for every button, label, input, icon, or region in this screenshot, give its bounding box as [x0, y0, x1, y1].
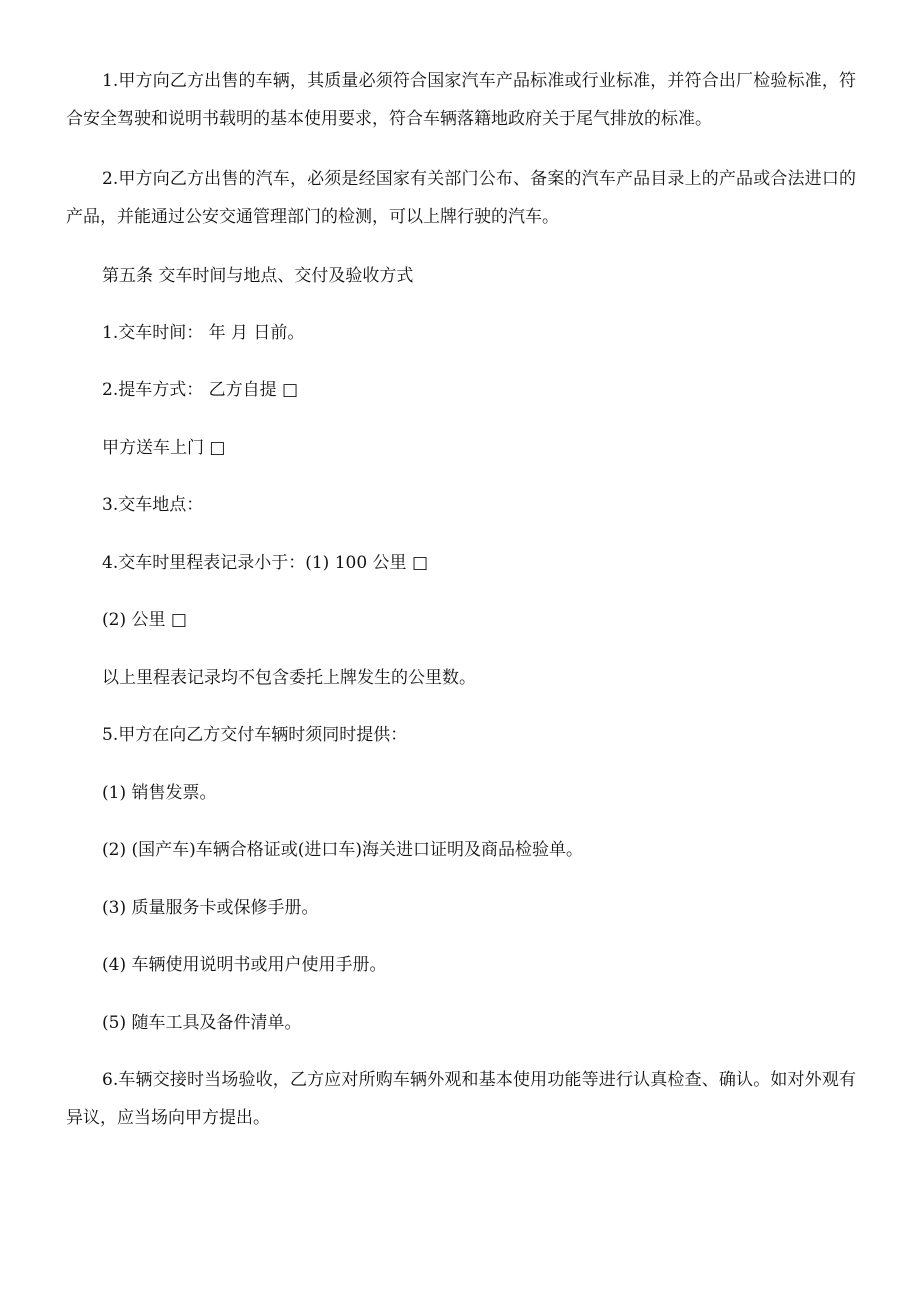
pickup-option-delivery: 甲方送车上门 □	[102, 438, 226, 458]
odometer-note: 以上里程表记录均不包含委托上牌发生的公里数。	[102, 668, 476, 688]
acceptance-clause: 6.车辆交接时当场验收，乙方应对所购车辆外观和基本使用功能等进行认真检查、确认。如对外观有异议，应当场向甲方提出。	[66, 1070, 856, 1128]
document-item-4: (4) 车辆使用说明书或用户使用手册。	[102, 955, 387, 975]
quality-clause-2: 2.甲方向乙方出售的汽车，必须是经国家有关部门公布、备案的汽车产品目录上的产品或合法进口的产品，并能通过公安交通管理部门的检测，可以上牌行驶的汽车。	[66, 169, 856, 227]
odometer-option-2: (2) 公里 □	[102, 610, 187, 630]
odometer-limit: 4.交车时里程表记录小于：(1) 100 公里 □	[102, 553, 429, 573]
delivery-time: 1.交车时间： 年 月 日前。	[102, 323, 305, 343]
documents-intro: 5.甲方在向乙方交付车辆时须同时提供：	[102, 725, 408, 745]
document-item-5: (5) 随车工具及备件清单。	[102, 1013, 302, 1033]
document-item-2: (2) (国产车)车辆合格证或(进口车)海关进口证明及商品检验单。	[102, 840, 584, 860]
quality-clause-1: 1.甲方向乙方出售的车辆，其质量必须符合国家汽车产品标准或行业标准，并符合出厂检验标准，符合安全驾驶和说明书载明的基本使用要求，符合车辆落籍地政府关于尾气排放的标准。	[66, 71, 856, 129]
article-5-heading: 第五条 交车时间与地点、交付及验收方式	[102, 266, 414, 286]
document-item-3: (3) 质量服务卡或保修手册。	[102, 898, 319, 918]
pickup-method: 2.提车方式： 乙方自提 □	[102, 380, 299, 400]
document-item-1: (1) 销售发票。	[102, 783, 217, 803]
delivery-location: 3.交车地点：	[102, 495, 204, 515]
